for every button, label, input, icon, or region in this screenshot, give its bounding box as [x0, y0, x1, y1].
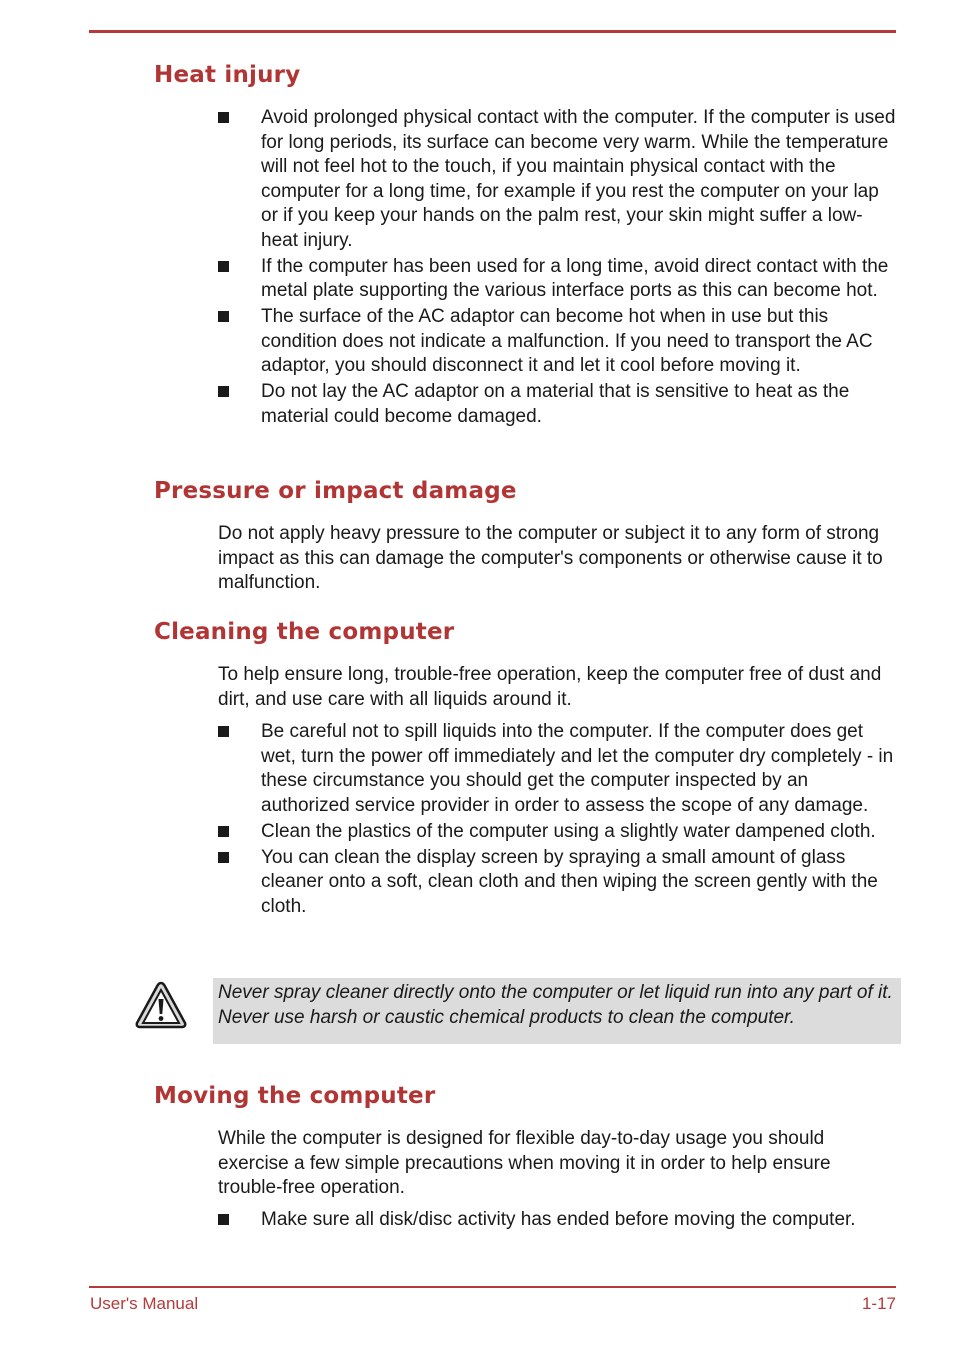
moving-paragraph: While the computer is designed for flexible day-to-day usage you should exercise a few simple precautions when moving it in order to help ensure trouble-free operation. [218, 1128, 831, 1198]
warning-text: Never spray cleaner directly onto the computer or let liquid run into any part of it. Never use harsh or caustic chemical products to clean the computer. [218, 982, 893, 1028]
list-item: Avoid prolonged physical contact with the computer. If the computer is used for long periods, its surface can become very warm. While the temperature will not feel hot to the touch, if you maintain physical contact with the computer for a long time, for example if you rest the computer on your lap or if you keep your hands on the palm rest, your skin might suffer a low-heat injury. [218, 106, 898, 253]
pressure-paragraph: Do not apply heavy pressure to the computer or subject it to any form of strong impact as this can damage the computer's components or otherwise cause it to malfunction. [218, 523, 883, 593]
top-rule [89, 30, 896, 33]
bullet-square-icon [218, 826, 229, 837]
bullet-square-icon [218, 386, 229, 397]
cleaning-bullet-list [218, 720, 898, 921]
bullet-square-icon [218, 726, 229, 737]
list-item: Do not lay the AC adaptor on a material that is sensitive to heat as the material could become damaged. [218, 380, 898, 429]
bullet-square-icon [218, 261, 229, 272]
list-item: If the computer has been used for a long time, avoid direct contact with the metal plate supporting the various interface ports as this can become hot. [218, 255, 898, 304]
heading-pressure-damage: Pressure or impact damage [154, 478, 517, 504]
bottom-rule [89, 1286, 896, 1288]
bullet-square-icon [218, 112, 229, 123]
warning-box [213, 978, 901, 1044]
list-item: The surface of the AC adaptor can become hot when in use but this condition does not indicate a malfunction. If you need to transport the AC adaptor, you should disconnect it and let it cool before moving it. [218, 305, 898, 379]
moving-bullet-list [218, 1208, 898, 1234]
cleaning-paragraph: To help ensure long, trouble-free operation, keep the computer free of dust and dirt, and use care with all liquids around it. [218, 664, 882, 710]
heading-cleaning: Cleaning the computer [154, 619, 455, 645]
bullet-square-icon [218, 311, 229, 322]
list-item: Clean the plastics of the computer using a slightly water dampened cloth. [218, 820, 898, 845]
bullet-square-icon [218, 852, 229, 863]
heading-moving: Moving the computer [154, 1083, 436, 1109]
list-item: You can clean the display screen by spraying a small amount of glass cleaner onto a soft, clean cloth and then wiping the screen gently with the cloth. [218, 846, 898, 920]
bullet-square-icon [218, 1214, 229, 1225]
list-item: Be careful not to spill liquids into the computer. If the computer does get wet, turn the power off immediately and let the computer dry completely - in these circumstance you should get the computer inspected by an authorized service provider in order to assess the scope of any damage. [218, 720, 898, 818]
heading-heat-injury: Heat injury [154, 62, 301, 88]
footer-manual-title: User's Manual [90, 1294, 199, 1313]
footer-page-number: 1-17 [861, 1294, 896, 1313]
warning-triangle-icon [134, 979, 188, 1033]
list-item: Make sure all disk/disc activity has ended before moving the computer. [218, 1208, 898, 1233]
heat-bullet-list [218, 106, 898, 431]
